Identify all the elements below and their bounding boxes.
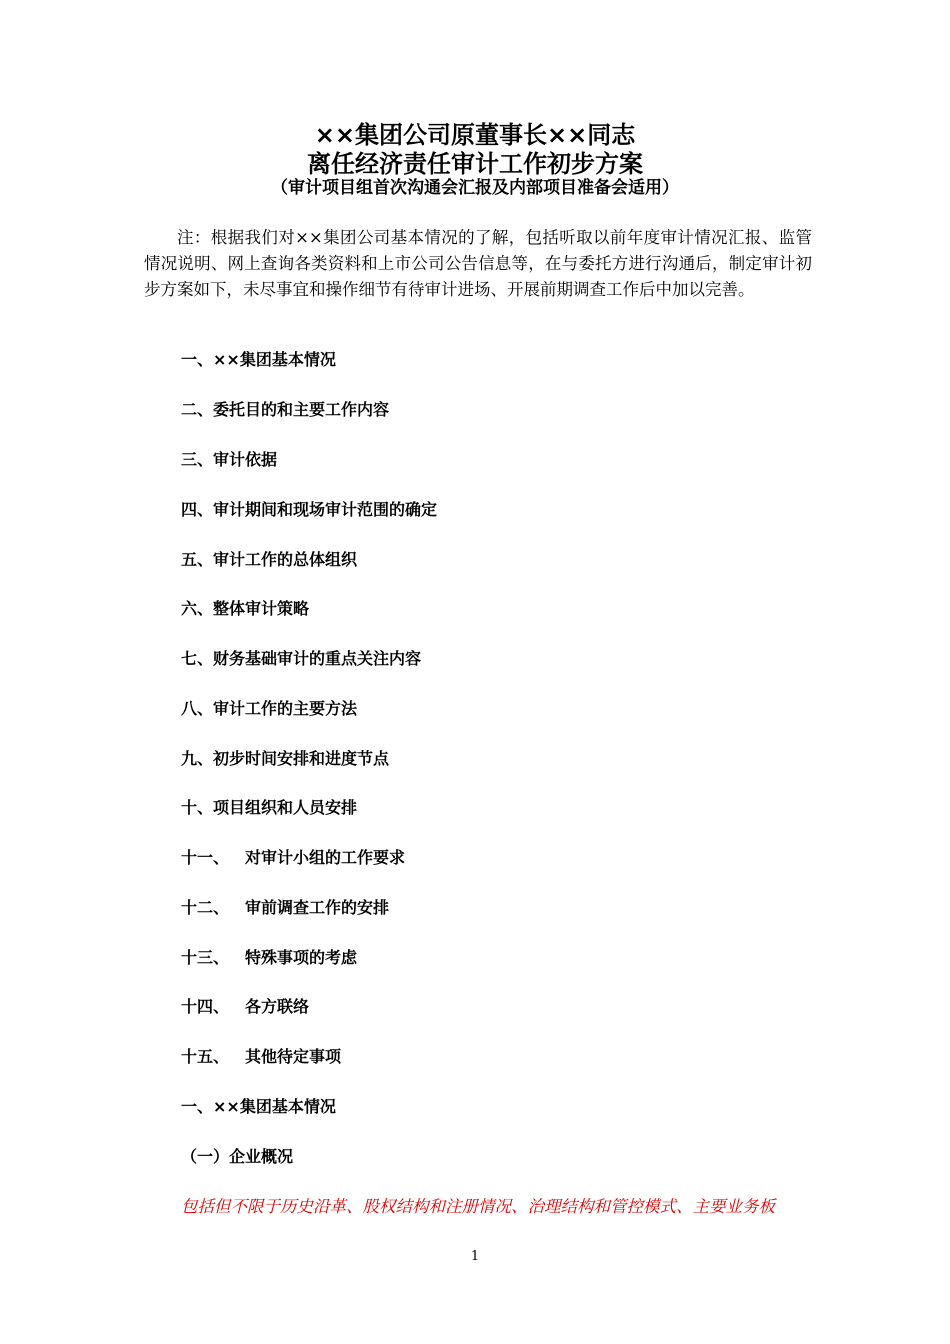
toc-text: 其他待定事项 — [245, 1047, 342, 1066]
section-body-text: 包括但不限于历史沿革、股权结构和注册情况、治理结构和管控模式、主要业务板 — [181, 1197, 775, 1216]
toc-item-9: 九、初步时间安排和进度节点 — [181, 749, 390, 768]
title-subtitle: （审计项目组首次沟通会汇报及内部项目准备会适用） — [271, 178, 679, 198]
toc-item-10: 十、项目组织和人员安排 — [181, 798, 358, 817]
title-line-1: ××集团公司原董事长××同志 — [314, 121, 636, 149]
toc-number: 十三、 — [181, 948, 230, 967]
toc-text: 特殊事项的考虑 — [245, 948, 358, 967]
toc-text: 对审计小组的工作要求 — [245, 848, 406, 867]
toc-number: 十四、 — [181, 997, 230, 1016]
toc-item-8: 八、审计工作的主要方法 — [181, 699, 358, 718]
toc-number: 十二、 — [181, 898, 230, 917]
toc-item-13 — [181, 948, 357, 968]
toc-item-6: 六、整体审计策略 — [181, 599, 310, 618]
toc-item-5: 五、审计工作的总体组织 — [181, 550, 358, 569]
toc-item-15 — [181, 1047, 341, 1067]
section-heading: 一、××集团基本情况 — [181, 1097, 336, 1116]
toc-text: 各方联络 — [245, 997, 310, 1016]
subsection-heading: （一）企业概况 — [181, 1147, 294, 1166]
toc-number: 十一、 — [181, 848, 230, 867]
toc-item-7: 七、财务基础审计的重点关注内容 — [181, 649, 422, 668]
toc-text: 审前调查工作的安排 — [245, 898, 390, 917]
page-number: 1 — [470, 1249, 480, 1264]
toc-number: 十五、 — [181, 1047, 230, 1066]
toc-item-14 — [181, 997, 309, 1017]
toc-item-4: 四、审计期间和现场审计范围的确定 — [181, 500, 438, 519]
toc-item-2: 二、委托目的和主要工作内容 — [181, 400, 390, 419]
toc-item-12 — [181, 898, 389, 918]
toc-item-11 — [181, 848, 405, 868]
toc-item-3: 三、审计依据 — [181, 450, 278, 469]
toc-item-1: 一、××集团基本情况 — [181, 350, 336, 369]
intro-note: 注：根据我们对××集团公司基本情况的了解，包括听取以前年度审计情况汇报、监管情况说明、网上查询各类资料和上市公司公告信息等，在与委托方进行沟通后，制定审计初步方案如下，未尽事宜和操作细节有待审计进场、开展前期调查工作后中加以完善。 — [144, 228, 812, 299]
title-line-2: 离任经济责任审计工作初步方案 — [307, 150, 643, 178]
